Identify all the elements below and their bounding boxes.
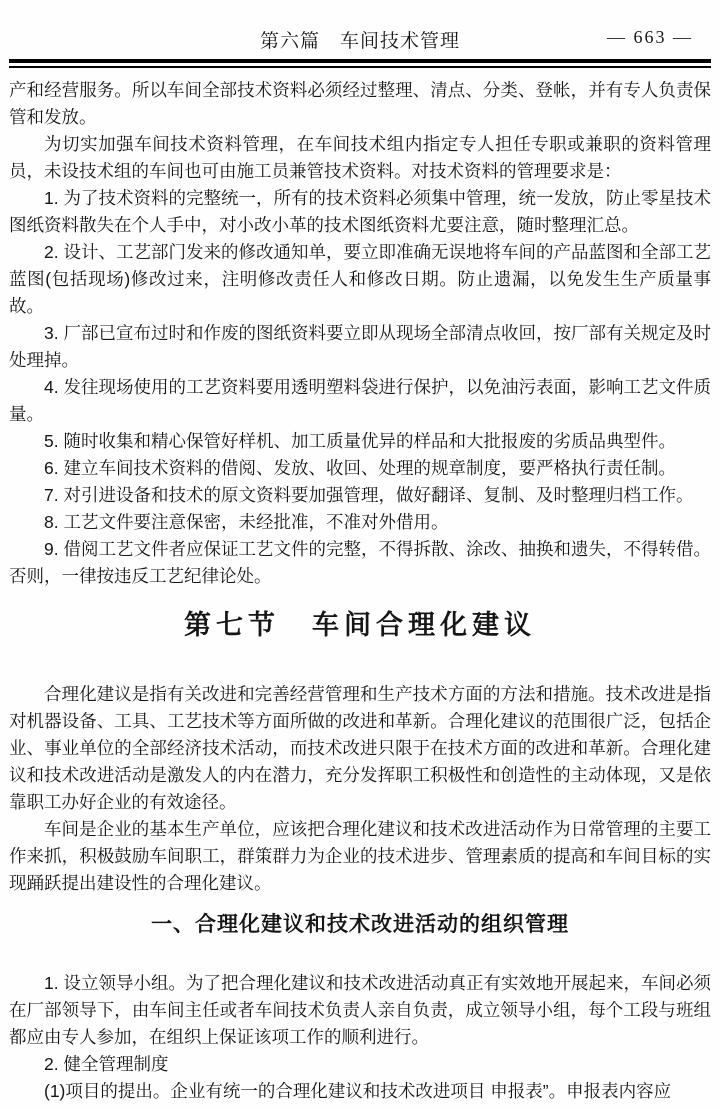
subsection-paragraph-2: 2. 健全管理制度: [44, 1054, 169, 1074]
subsection-paragraph-1: 1. 设立领导小组。为了把合理化建议和技术改进活动真正有实效地开展起来，车间必须在厂部领导下，由车间主任或者车间技术负责人亲自负责，成立领导小组，每个工段与班组都应由专人参加，在组织上保证该项工作的顺利进行。: [9, 973, 711, 1047]
requirement-item-9: 9. 借阅工艺文件者应保证工艺文件的完整，不得拆散、涂改、抽换和遗失，不得转借。否则，一律按违反工艺纪律论处。: [9, 539, 711, 586]
requirement-item-5: 5. 随时收集和精心保管好样机、加工质量优异的样品和大批报废的劣质品典型件。: [44, 431, 676, 451]
running-head: 第六篇 车间技术管理: [259, 31, 460, 52]
requirement-item-2: 2. 设计、工艺部门发来的修改通知单，要立即准确无误地将车间的产品蓝图和全部工艺蓝图(包括现场)修改过来，注明修改责任人和修改日期。防止遗漏，以免发生生产质量事故。: [9, 242, 711, 316]
page-header: [9, 26, 711, 54]
page-number: — 663 —: [607, 27, 693, 47]
requirement-item-8: 8. 工艺文件要注意保密，未经批准，不准对外借用。: [44, 512, 449, 532]
continuation-paragraph: 产和经营服务。所以车间全部技术资料必须经过整理、清点、分类、登帐，并有专人负责保管和发放。: [9, 80, 711, 127]
header-double-rule: [9, 59, 711, 68]
section-paragraph-2: 车间是企业的基本生产单位，应该把合理化建议和技术改进活动作为日常管理的主要工作来抓，积极鼓励车间职工，群策群力为企业的技术进步、管理素质的提高和车间目标的实现踊跃提出建设性的合理化建议。: [9, 819, 711, 893]
subsection-heading: 一、合理化建议和技术改进活动的组织管理: [151, 913, 569, 936]
section-paragraph-1: 合理化建议是指有关改进和完善经营管理和生产技术方面的方法和措施。技术改进是指对机器设备、工具、工艺技术等方面所做的改进和革新。合理化建议的范围很广泛，包括企业、事业单位的全部经济技术活动，而技术改进只限于在技术方面的改进和革新。合理化建议和技术改进活动是激发人的内在潜力，充分发挥职工积极性和创造性的主动体现，又是依靠职工办好企业的有效途径。: [9, 684, 711, 812]
requirement-item-6: 6. 建立车间技术资料的借阅、发放、收回、处理的规章制度，要严格执行责任制。: [44, 458, 676, 478]
subsection-paragraph-3: (1)项目的提出。企业有统一的合理化建议和技术改进项目 申报表”。申报表内容应: [44, 1081, 672, 1101]
intro-paragraph: 为切实加强车间技术资料管理，在车间技术组内指定专人担任专职或兼职的资料管理员，未设技术组的车间也可由施工员兼管技术资料。对技术资料的管理要求是：: [9, 134, 711, 181]
page-content: [9, 77, 711, 1105]
section-heading: 第七节 车间合理化建议: [184, 610, 536, 640]
requirement-item-3: 3. 厂部已宣布过时和作废的图纸资料要立即从现场全部清点收回，按厂部有关规定及时处理掉。: [9, 323, 711, 370]
requirement-item-7: 7. 对引进设备和技术的原文资料要加强管理，做好翻译、复制、及时整理归档工作。: [44, 485, 694, 505]
requirement-item-4: 4. 发往现场使用的工艺资料要用透明塑料袋进行保护，以免油污表面，影响工艺文件质量。: [9, 377, 711, 424]
requirement-item-1: 1. 为了技术资料的完整统一，所有的技术资料必须集中管理，统一发放，防止零星技术图纸资料散失在个人手中，对小改小革的技术图纸资料尤要注意，随时整理汇总。: [9, 188, 711, 235]
